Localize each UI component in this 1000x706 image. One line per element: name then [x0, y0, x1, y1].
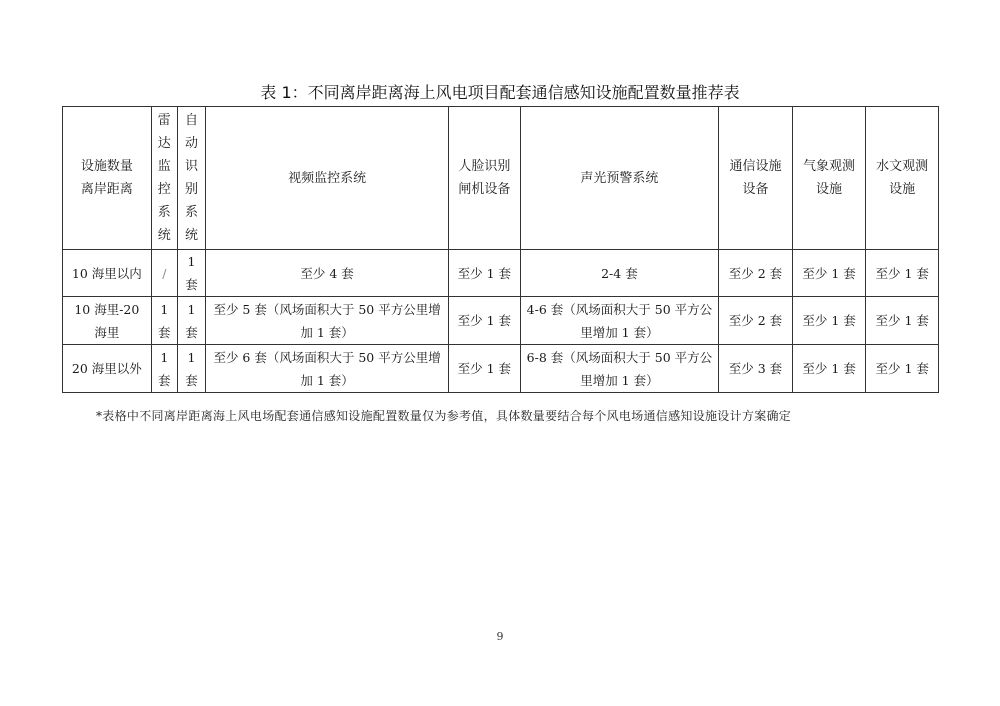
cell-text: 1套: [185, 301, 198, 340]
table-cell: 至少 1 套: [792, 250, 866, 297]
header-cell: [449, 107, 521, 250]
table-cell: 10 海里以内: [63, 250, 152, 297]
table-cell: 2-4 套: [520, 250, 719, 297]
header-cell: [792, 107, 866, 250]
header-label: 水文观测设施: [876, 159, 929, 197]
header-label: 视频监控系统: [288, 170, 367, 186]
table-cell: 至少 1 套: [449, 345, 521, 393]
header-label: 人脸识别闸机设备: [458, 159, 511, 197]
table-row: [63, 297, 939, 345]
table-cell: 至少 1 套: [866, 345, 939, 393]
table-cell: 至少 1 套: [449, 297, 521, 345]
table-cell: [63, 297, 152, 345]
header-label: 设施数量离岸距离: [80, 159, 133, 197]
table-cell: [177, 250, 205, 297]
table-cell: 至少 1 套: [866, 297, 939, 345]
header-row: [63, 107, 939, 250]
cell-text: 1套: [158, 301, 171, 340]
table-cell: [177, 297, 205, 345]
header-cell: [719, 107, 793, 250]
header-cell: [177, 107, 205, 250]
header-cell: [206, 107, 449, 250]
header-cell: [151, 107, 177, 250]
table-cell: 至少 6 套（风场面积大于 50 平方公里增加 1 套）: [206, 345, 449, 393]
header-label: 气象观测设施: [803, 159, 856, 197]
header-cell: [63, 107, 152, 250]
header-label: 自动识别系统: [185, 113, 199, 243]
cell-text: 1套: [185, 254, 198, 292]
table-cell: [177, 345, 205, 393]
table-cell: [151, 297, 177, 345]
table-title: 表 1：不同离岸距离海上风电项目配套通信感知设施配置数量推荐表: [260, 83, 740, 102]
table-cell: 至少 1 套: [792, 345, 866, 393]
table-cell: 至少 1 套: [449, 250, 521, 297]
table-cell: 至少 3 套: [719, 345, 793, 393]
table-cell: 至少 5 套（风场面积大于 50 平方公里增加 1 套）: [206, 297, 449, 345]
header-label: 通信设施设备: [729, 159, 782, 197]
header-cell: [520, 107, 719, 250]
cell-text: 1套: [185, 349, 198, 388]
header-cell: [866, 107, 939, 250]
cell-text: 1套: [158, 349, 171, 388]
table-cell: 至少 2 套: [719, 250, 793, 297]
cell-text: 10 海里-20 海里: [74, 301, 140, 340]
table-cell: 至少 2 套: [719, 297, 793, 345]
table-cell: 4-6 套（风场面积大于 50 平方公里增加 1 套）: [520, 297, 719, 345]
page-number: 9: [496, 630, 504, 643]
table-cell: 至少 1 套: [866, 250, 939, 297]
table-cell: [151, 345, 177, 393]
table-cell: 6-8 套（风场面积大于 50 平方公里增加 1 套）: [520, 345, 719, 393]
table-row: [63, 345, 939, 393]
table-row: [63, 250, 939, 297]
table-cell: 20 海里以外: [63, 345, 152, 393]
recommendation-table: [62, 106, 939, 393]
header-label: 雷达监控系统: [157, 113, 171, 243]
table-cell: 至少 1 套: [792, 297, 866, 345]
table-footnote: *表格中不同离岸距离海上风电场配套通信感知设施配置数量仅为参考值，具体数量要结合每个风电场通信感知设施设计方案确定: [96, 409, 792, 423]
table-cell: 至少 4 套: [206, 250, 449, 297]
table-cell: /: [151, 250, 177, 297]
header-label: 声光预警系统: [580, 170, 659, 186]
